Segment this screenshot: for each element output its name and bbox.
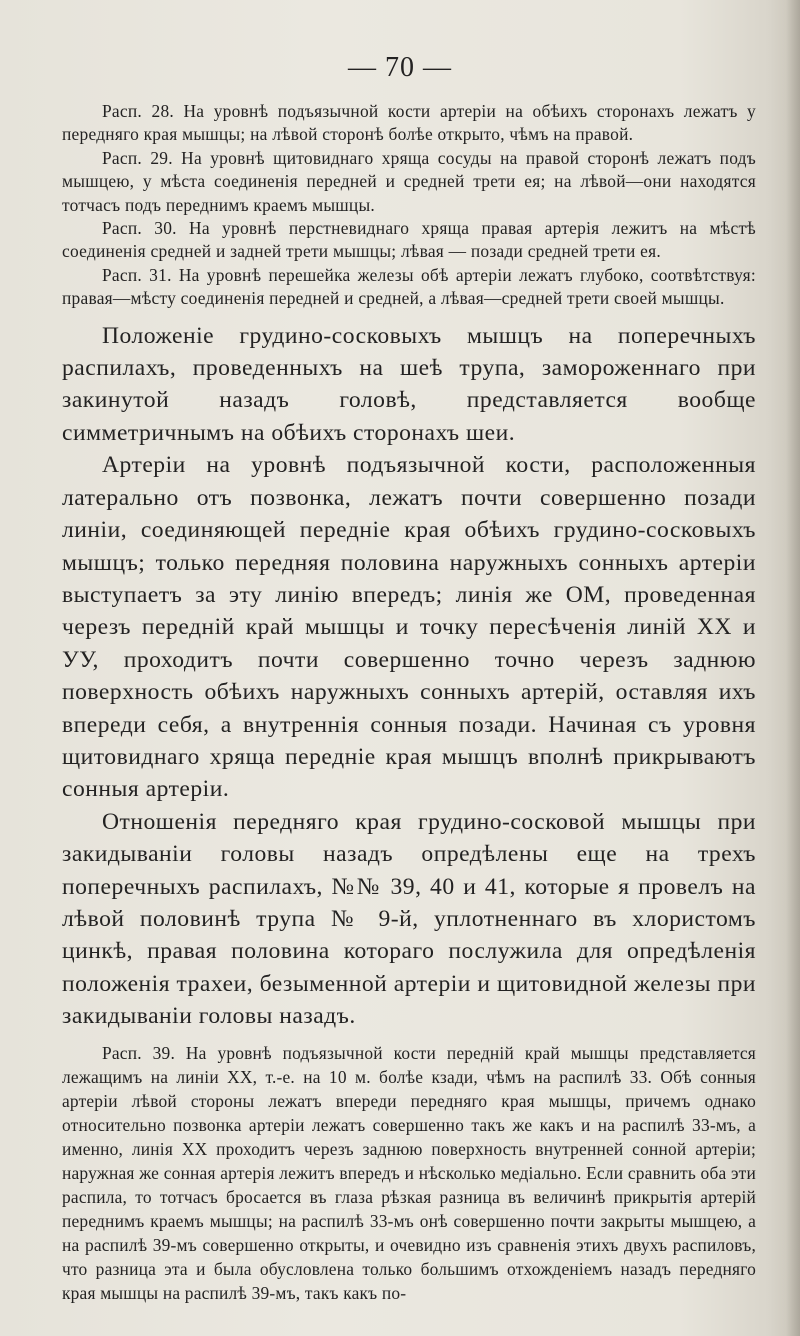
page-content — [62, 100, 756, 1305]
body-paragraph: Положеніе грудино-сосковыхъ мышцъ на поперечныхъ распилахъ, проведенныхъ на шеѣ трупа, замороженнаго при закинутой назадъ головѣ, представляется вообще симметричнымъ на обѣихъ сторонахъ шеи. — [62, 322, 756, 446]
page-number: — 70 — — [348, 52, 452, 83]
bottom-notes — [62, 1041, 756, 1305]
body-paragraph: Артеріи на уровнѣ подъязычной кости, расположенныя латерально отъ позвонка, лежатъ почти совершенно позади линіи, соединяющей передніе края обѣихъ грудино-сосковыхъ мышцъ; только передняя половина наружныхъ сонныхъ артеріи выступаетъ за эту линію впередъ; линія же ОМ, проведенная черезъ передній край мышцы и точку пересѣченія линій XX и УУ, проходитъ почти совершенно точно черезъ заднюю поверхность обѣихъ наружныхъ сонныхъ артерій, оставляя ихъ впереди себя, а внутреннія сонныя позади. Начиная съ уровня щитовиднаго хряща передніе края мышцъ вполнѣ прикрываютъ сонныя артеріи. — [62, 452, 756, 803]
note-paragraph: Расп. 39. На уровнѣ подъязычной кости передній край мышцы представляется лежащимъ на линіи XX, т.-е. на 10 м. болѣе кзади, чѣмъ на распилѣ 33. Обѣ сонныя артеріи лѣвой стороны лежатъ впереди передняго края мышцы, причемъ однако относительно позвонка артеріи лежатъ совершенно такъ же какъ и на распилѣ 33-мъ, а именно, линія XX проходитъ черезъ заднюю поверхность внутренней сонной артеріи; наружная же сонная артерія лежитъ впередъ и нѣсколько медіально. Если сравнить оба эти распила, то тотчасъ бросается въ глаза рѣзкая разница въ величинѣ прикрытія артерій переднимъ краемъ мышцы; на распилѣ 33-мъ онѣ совершенно почти закрыты мышцею, а на распилѣ 39-мъ совершенно открыты, и очевидно изъ сравненія этихъ двухъ распиловъ, что разница эта и была обусловлена только большимъ отхожденіемъ назадъ передняго края мышцы на распилѣ 39-мъ, такъ какъ по- — [62, 1042, 756, 1303]
page-edge-shadow — [786, 0, 800, 1336]
top-notes — [62, 100, 756, 311]
main-text — [62, 320, 756, 1033]
body-paragraph: Отношенія передняго края грудино-сосковой мышцы при закидываніи головы назадъ опредѣлены еще на трехъ поперечныхъ распилахъ, №№ 39, 40 и 41, которые я провелъ на лѣвой половинѣ трупа № 9-й, уплотненнаго въ хлористомъ цинкѣ, правая половина котораго послужила для опредѣленія положенія трахеи, безыменной артеріи и щитовидной железы при закидываніи головы назадъ. — [62, 808, 756, 1030]
note-paragraph: Расп. 30. На уровнѣ перстневиднаго хряща правая артерія лежитъ на мѣстѣ соединенія средней и задней трети мышцы; лѣвая — позади средней трети ея. — [62, 218, 756, 262]
note-paragraph: Расп. 31. На уровнѣ перешейка железы обѣ артеріи лежатъ глубоко, соотвѣтствуя: правая—мѣсту соединенія передней и средней, а лѣвая—средней трети своей мышцы. — [62, 264, 756, 309]
note-paragraph: Расп. 29. На уровнѣ щитовиднаго хряща сосуды на правой сторонѣ лежатъ подъ мышцею, у мѣста соединенія передней и средней трети ея; на лѣвой—они находятся тотчасъ подъ переднимъ краемъ мышцы. — [62, 147, 756, 215]
note-paragraph: Расп. 28. На уровнѣ подъязычной кости артеріи на обѣихъ сторонахъ лежатъ у передняго края мышцы; на лѣвой сторонѣ болѣе открыто, чѣмъ на правой. — [62, 101, 756, 145]
